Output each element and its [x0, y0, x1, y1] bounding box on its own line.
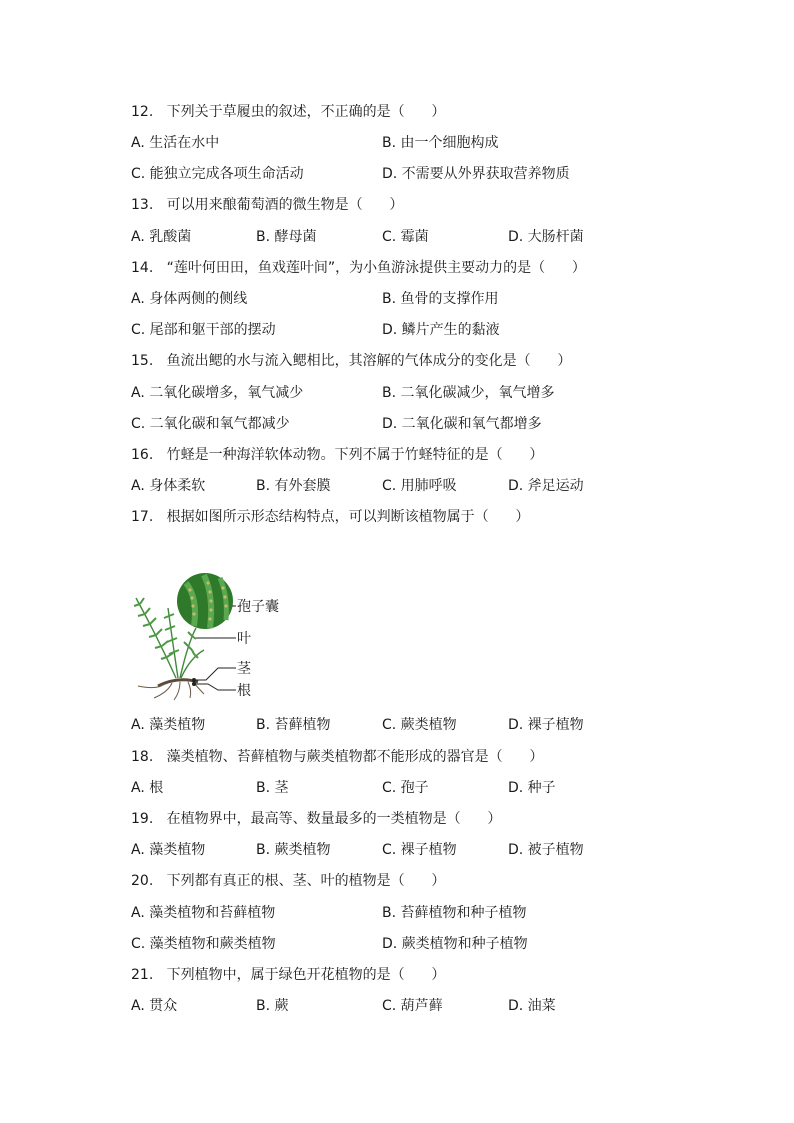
question-19-stem: 19. 在植物界中，最高等、数量最多的一类植物是（ ）: [131, 811, 502, 827]
fern-stem: [158, 680, 198, 686]
question-14-stem: 14. “莲叶何田田，鱼戏莲叶间”，为小鱼游泳提供主要动力的是（ ）: [131, 260, 586, 276]
question-12-option-c: C. 能独立完成各项生命活动: [131, 166, 304, 182]
fern-figure: [128, 568, 298, 708]
question-20-option-c: C. 藻类植物和蕨类植物: [131, 936, 276, 952]
question-19-option-b: B. 蕨类植物: [256, 842, 331, 858]
question-20-option-d: D. 蕨类植物和种子植物: [382, 936, 528, 952]
question-17-option-a: A. 藻类植物: [131, 717, 206, 733]
question-12-option-b: B. 由一个细胞构成: [382, 135, 499, 151]
question-18-option-d: D. 种子: [508, 780, 556, 796]
question-16-option-a: A. 身体柔软: [131, 478, 206, 494]
question-20-stem: 20. 下列都有真正的根、茎、叶的植物是（ ）: [131, 873, 446, 889]
question-13-option-b: B. 酵母菌: [256, 229, 317, 245]
question-13-option-d: D. 大肠杆菌: [508, 229, 584, 245]
question-15-option-c: C. 二氧化碳和氧气都减少: [131, 416, 290, 432]
question-12-stem: 12. 下列关于草履虫的叙述，不正确的是（ ）: [131, 104, 446, 120]
question-15-option-b: B. 二氧化碳减少，氧气增多: [382, 385, 555, 401]
question-19-option-d: D. 被子植物: [508, 842, 584, 858]
question-21-option-c: C. 葫芦藓: [382, 998, 443, 1014]
question-14-option-c: C. 尾部和躯干部的摆动: [131, 322, 276, 338]
question-16-option-c: C. 用肺呼吸: [382, 478, 457, 494]
question-18-option-b: B. 茎: [256, 780, 289, 796]
question-17-stem: 17. 根据如图所示形态结构特点，可以判断该植物属于（ ）: [131, 509, 530, 525]
question-12-option-d: D. 不需要从外界获取营养物质: [382, 166, 570, 182]
question-19-option-c: C. 裸子植物: [382, 842, 457, 858]
question-13-option-a: A. 乳酸菌: [131, 229, 192, 245]
question-14-option-b: B. 鱼骨的支撑作用: [382, 291, 499, 307]
question-14-option-d: D. 鳞片产生的黏液: [382, 322, 500, 338]
fern-illustration: [128, 568, 298, 708]
question-13-stem: 13. 可以用来酿葡萄酒的微生物是（ ）: [131, 197, 404, 213]
question-18-option-a: A. 根: [131, 780, 164, 796]
question-20-option-a: A. 藻类植物和苔藓植物: [131, 905, 276, 921]
question-17-option-b: B. 苔藓植物: [256, 717, 331, 733]
question-16-option-b: B. 有外套膜: [256, 478, 331, 494]
question-17-option-c: C. 蕨类植物: [382, 717, 457, 733]
question-15-option-a: A. 二氧化碳增多，氧气减少: [131, 385, 304, 401]
label-root: 根: [237, 683, 251, 699]
question-14-option-a: A. 身体两侧的侧线: [131, 291, 248, 307]
question-21-option-a: A. 贯众: [131, 998, 178, 1014]
question-21-option-d: D. 油菜: [508, 998, 556, 1014]
question-16-stem: 16. 竹蛏是一种海洋软体动物。下列不属于竹蛏特征的是（ ）: [131, 447, 544, 463]
question-15-stem: 15. 鱼流出鳃的水与流入鳃相比，其溶解的气体成分的变化是（ ）: [131, 353, 572, 369]
question-21-stem: 21. 下列植物中，属于绿色开花植物的是（ ）: [131, 967, 446, 983]
question-19-option-a: A. 藻类植物: [131, 842, 206, 858]
question-18-option-c: C. 孢子: [382, 780, 429, 796]
question-20-option-b: B. 苔藓植物和种子植物: [382, 905, 527, 921]
question-15-option-d: D. 二氧化碳和氧气都增多: [382, 416, 542, 432]
question-16-option-d: D. 斧足运动: [508, 478, 584, 494]
label-leaf: 叶: [237, 631, 251, 647]
question-12-option-a: A. 生活在水中: [131, 135, 220, 151]
question-21-option-b: B. 蕨: [256, 998, 289, 1014]
label-sporangium: 孢子囊: [237, 599, 279, 615]
question-17-option-d: D. 裸子植物: [508, 717, 584, 733]
question-13-option-c: C. 霉菌: [382, 229, 429, 245]
label-stem: 茎: [237, 661, 251, 677]
question-18-stem: 18. 藻类植物、苔藓植物与蕨类植物都不能形成的器官是（ ）: [131, 749, 544, 765]
